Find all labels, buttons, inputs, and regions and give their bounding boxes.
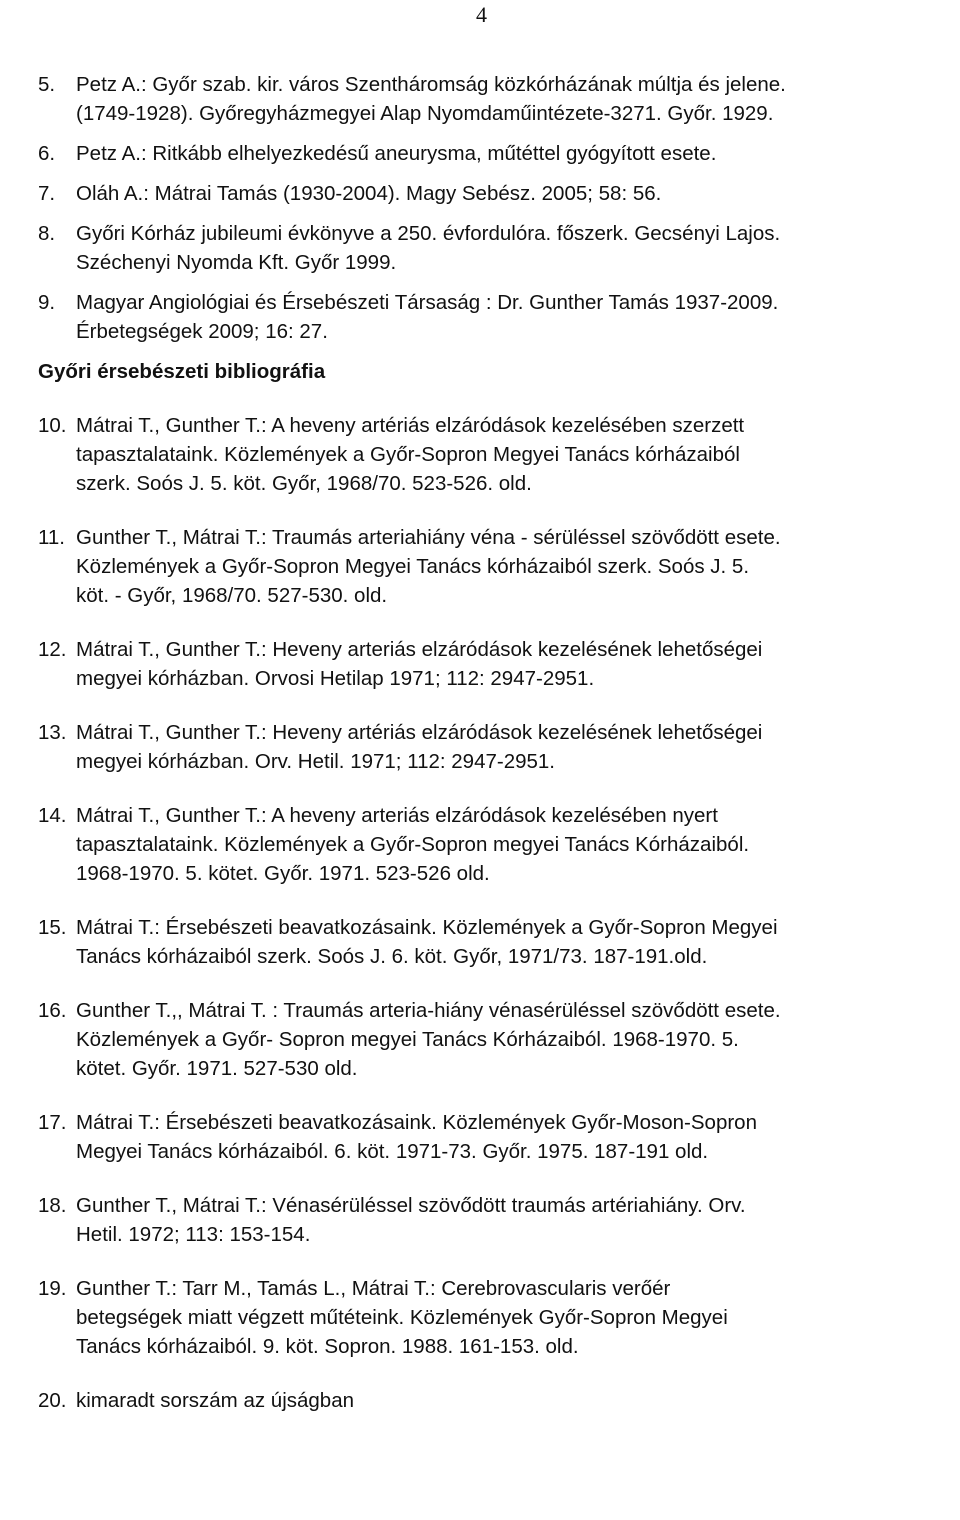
reference-entry: [38, 139, 958, 168]
reference-entry: [38, 1386, 958, 1415]
reference-entry: [38, 1191, 958, 1249]
reference-text: [76, 139, 958, 168]
reference-text: [76, 718, 958, 776]
reference-text: [76, 1108, 958, 1166]
reference-entry: [38, 411, 958, 498]
reference-entry: [38, 70, 958, 128]
reference-entry: [38, 1274, 958, 1361]
reference-line: Gunther T.,, Mátrai T. : Traumás arteria-hiány vénasérüléssel szövődött esete.: [76, 999, 781, 1022]
reference-line: Gunther T.: Tarr M., Tamás L., Mátrai T.: Cerebrovascularis verőér: [76, 1277, 671, 1300]
reference-entry: [38, 179, 958, 208]
reference-line: Mátrai T., Gunther T.: A heveny artériás elzáródások kezelésében szerzett: [76, 414, 745, 437]
reference-text: [76, 523, 958, 610]
reference-text: [76, 996, 958, 1083]
reference-line: megyei kórházban. Orv. Hetil. 1971; 112: 2947-2951.: [76, 750, 555, 773]
reference-number: 16.: [38, 999, 67, 1022]
reference-number: 8.: [38, 222, 56, 245]
reference-line: Mátrai T.: Érsebészeti beavatkozásaink. Közlemények Győr-Moson-Sopron: [76, 1111, 757, 1134]
reference-entry: [38, 219, 958, 277]
reference-list-bibliography: [38, 411, 958, 1415]
reference-number: 9.: [38, 291, 56, 314]
reference-number: 10.: [38, 414, 67, 437]
reference-line: megyei kórházban. Orvosi Hetilap 1971; 112: 2947-2951.: [76, 667, 595, 690]
page-number: 4: [476, 2, 487, 27]
reference-number: 19.: [38, 1277, 67, 1300]
reference-line: Mátrai T.: Érsebészeti beavatkozásaink. Közlemények a Győr-Sopron Megyei: [76, 916, 778, 939]
reference-line: Közlemények a Győr- Sopron megyei Tanács Kórházaiból. 1968-1970. 5.: [76, 1028, 739, 1051]
reference-text: [76, 1386, 958, 1415]
reference-line: szerk. Soós J. 5. köt. Győr, 1968/70. 523-526. old.: [76, 472, 532, 495]
reference-line: Tanács kórházaiból. 9. köt. Sopron. 1988. 161-153. old.: [76, 1335, 579, 1358]
reference-number: 11.: [38, 526, 65, 549]
reference-line: Petz A.: Ritkább elhelyezkedésű aneurysma, műtéttel gyógyított esete.: [76, 142, 717, 165]
reference-number: 12.: [38, 638, 67, 661]
reference-line: Mátrai T., Gunther T.: Heveny arteriás elzáródások kezelésének lehetőségei: [76, 638, 763, 661]
reference-text: [76, 913, 958, 971]
reference-entry: [38, 996, 958, 1083]
reference-number: 6.: [38, 142, 56, 165]
reference-line: Mátrai T., Gunther T.: Heveny artériás elzáródások kezelésének lehetőségei: [76, 721, 763, 744]
reference-entry: [38, 523, 958, 610]
reference-line: Érbetegségek 2009; 16: 27.: [76, 320, 328, 343]
reference-text: [76, 411, 958, 498]
reference-text: [76, 179, 958, 208]
reference-text: [76, 801, 958, 888]
reference-entry: [38, 718, 958, 776]
reference-line: Széchenyi Nyomda Kft. Győr 1999.: [76, 251, 397, 274]
reference-text: [76, 219, 958, 277]
reference-line: Gunther T., Mátrai T.: Vénasérüléssel szövődött traumás artériahiány. Orv.: [76, 1194, 746, 1217]
reference-line: Magyar Angiológiai és Érsebészeti Társaság : Dr. Gunther Tamás 1937-2009.: [76, 291, 779, 314]
reference-text: [76, 635, 958, 693]
reference-text: [76, 70, 958, 128]
reference-line: Oláh A.: Mátrai Tamás (1930-2004). Magy Sebész. 2005; 58: 56.: [76, 182, 662, 205]
reference-line: Megyei Tanács kórházaiból. 6. köt. 1971-73. Győr. 1975. 187-191 old.: [76, 1140, 709, 1163]
reference-line: Tanács kórházaiból szerk. Soós J. 6. köt. Győr, 1971/73. 187-191.old.: [76, 945, 708, 968]
reference-line: kimaradt sorszám az újságban: [76, 1389, 355, 1412]
reference-text: [76, 288, 958, 346]
reference-entry: [38, 913, 958, 971]
reference-text: [76, 1191, 958, 1249]
reference-number: 7.: [38, 182, 56, 205]
reference-line: Petz A.: Győr szab. kir. város Szentháromság közkórházának múltja és jelene.: [76, 73, 786, 96]
section-heading: Győri érsebészeti bibliográfia: [38, 360, 326, 383]
reference-line: Győri Kórház jubileumi évkönyve a 250. évfordulóra. főszerk. Gecsényi Lajos.: [76, 222, 781, 245]
reference-line: (1749-1928). Győregyházmegyei Alap Nyomdaműintézete-3271. Győr. 1929.: [76, 102, 774, 125]
reference-line: betegségek miatt végzett műtéteink. Közlemények Győr-Sopron Megyei: [76, 1306, 728, 1329]
reference-entry: [38, 635, 958, 693]
reference-number: 20.: [38, 1389, 67, 1412]
reference-list-top: [38, 70, 958, 346]
reference-line: tapasztalataink. Közlemények a Győr-Sopron megyei Tanács Kórházaiból.: [76, 833, 750, 856]
reference-entry: [38, 1108, 958, 1166]
reference-number: 13.: [38, 721, 67, 744]
document-body: [38, 70, 958, 1440]
reference-entry: [38, 288, 958, 346]
reference-text: [76, 1274, 958, 1361]
reference-number: 18.: [38, 1194, 67, 1217]
reference-line: köt. - Győr, 1968/70. 527-530. old.: [76, 584, 388, 607]
reference-line: 1968-1970. 5. kötet. Győr. 1971. 523-526 old.: [76, 862, 490, 885]
reference-line: Mátrai T., Gunther T.: A heveny arteriás elzáródások kezelésében nyert: [76, 804, 718, 827]
reference-number: 5.: [38, 73, 56, 96]
reference-line: Gunther T., Mátrai T.: Traumás arteriahiány véna - sérüléssel szövődött esete.: [76, 526, 781, 549]
reference-line: Hetil. 1972; 113: 153-154.: [76, 1223, 311, 1246]
reference-line: Közlemények a Győr-Sopron Megyei Tanács kórházaiból szerk. Soós J. 5.: [76, 555, 750, 578]
reference-number: 14.: [38, 804, 67, 827]
reference-entry: [38, 801, 958, 888]
reference-line: tapasztalataink. Közlemények a Győr-Sopron Megyei Tanács kórházaiból: [76, 443, 740, 466]
reference-line: kötet. Győr. 1971. 527-530 old.: [76, 1057, 358, 1080]
reference-number: 15.: [38, 916, 67, 939]
reference-number: 17.: [38, 1111, 67, 1134]
